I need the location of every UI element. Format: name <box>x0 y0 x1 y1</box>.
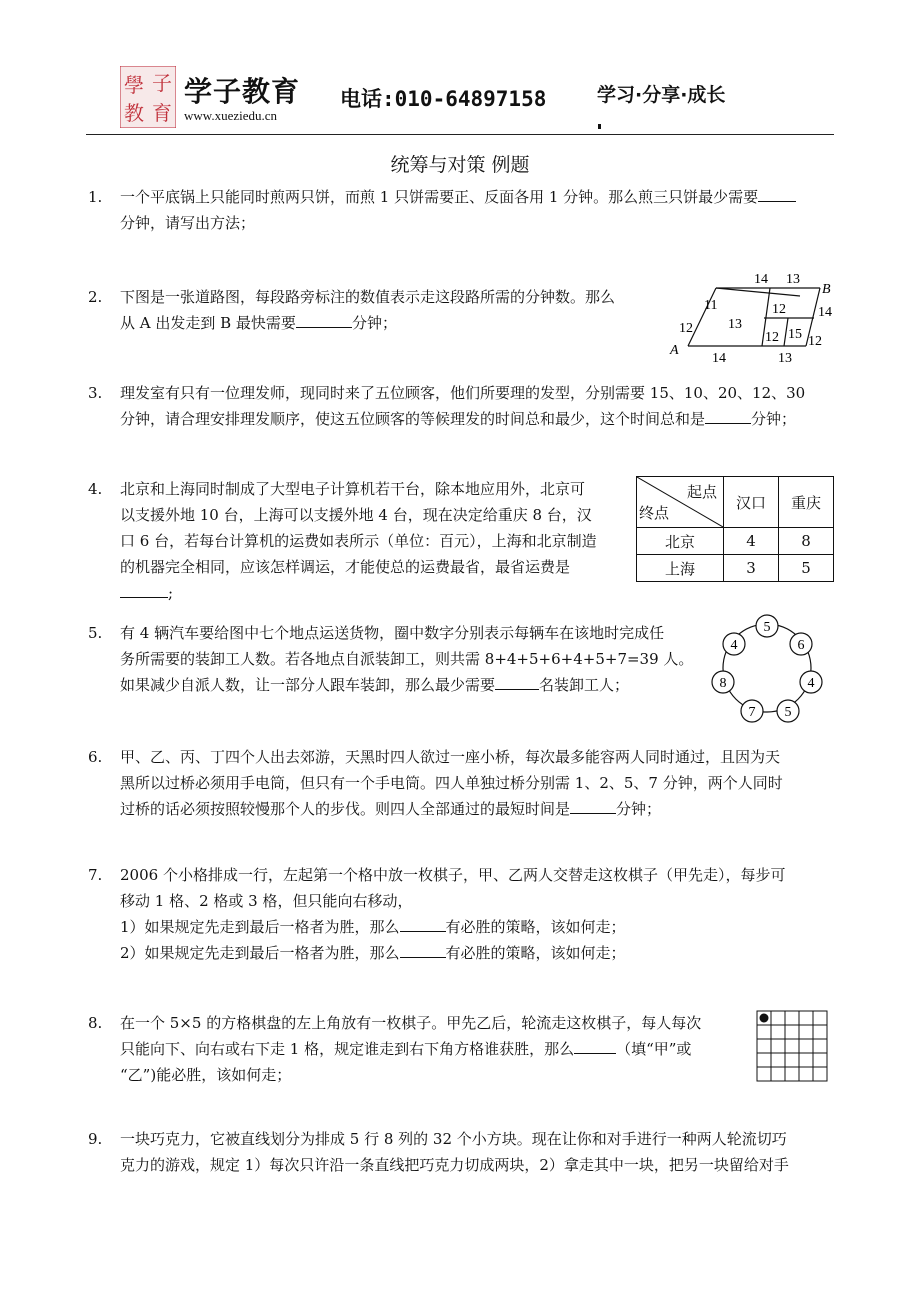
table-corner-cell <box>637 477 724 528</box>
answer-blank[interactable] <box>705 407 751 424</box>
road-label: 14 <box>754 272 768 287</box>
table-row <box>637 528 834 555</box>
table-cell: 4 <box>724 528 779 555</box>
road-label: 12 <box>772 302 786 317</box>
svg-text:教: 教 <box>124 103 144 125</box>
question-number: 4. <box>88 480 103 498</box>
question-3: 理发室有只有一位理发师，现同时来了五位顾客，他们所要理的发型，分别需要 15、10、20、12、30 分钟，请合理安排理发顺序，使这五位顾客的等候理发的时间总和最少，这个时间总和是 分钟； <box>120 384 806 428</box>
website: www.xueziedu.cn <box>184 108 278 123</box>
answer-blank[interactable] <box>570 797 616 814</box>
answer-blank[interactable] <box>400 941 446 958</box>
chess-piece <box>760 1014 769 1023</box>
table-cell: 8 <box>779 528 834 555</box>
table-cell: 5 <box>779 555 834 582</box>
road-label: 13 <box>778 351 792 366</box>
chessboard-diagram <box>756 1010 830 1086</box>
road-label: 12 <box>808 334 822 349</box>
question-number: 6. <box>88 748 103 766</box>
cost-table <box>636 476 834 582</box>
table-col-header: 汉口 <box>724 477 779 528</box>
node-value: 6 <box>797 638 805 653</box>
road-label: 14 <box>818 305 832 320</box>
answer-blank[interactable] <box>758 185 796 202</box>
answer-blank[interactable] <box>120 581 168 598</box>
decorative-dot <box>598 124 601 129</box>
logo <box>120 66 176 128</box>
question-number: 3. <box>88 384 103 402</box>
node-value: 8 <box>719 676 727 691</box>
road-label: 15 <box>788 327 802 342</box>
table-row-header: 上海 <box>637 555 724 582</box>
svg-text:育: 育 <box>152 103 172 125</box>
road-label: 12 <box>679 321 693 336</box>
table-header-destination: 终点 <box>639 504 670 522</box>
road-label: 13 <box>728 317 742 332</box>
question-2: 下图是一张道路图，每段路旁标注的数值表示走这段路所需的分钟数。那么 从 A 出发走到 B 最快需要 分钟； <box>120 288 616 332</box>
table-cell: 3 <box>724 555 779 582</box>
node-value: 5 <box>763 620 771 635</box>
question-number: 2. <box>88 288 103 306</box>
answer-blank[interactable] <box>574 1037 616 1054</box>
answer-blank[interactable] <box>296 311 352 328</box>
node-value: 4 <box>807 676 815 691</box>
table-row-header: 北京 <box>637 528 724 555</box>
svg-text:子: 子 <box>152 73 172 95</box>
question-number: 5. <box>88 624 103 642</box>
slogan: 学习·分享·成长 <box>597 84 726 106</box>
road-label: 12 <box>765 330 779 345</box>
answer-blank[interactable] <box>495 673 539 690</box>
question-1: 一个平底锅上只能同时煎两只饼，而煎 1 只饼需要正、反面各用 1 分钟。那么煎三只饼最少需要 分钟，请写出方法； <box>120 184 840 236</box>
node-value: 7 <box>748 705 756 720</box>
header-divider <box>86 134 834 135</box>
question-8: 在一个 5×5 的方格棋盘的左上角放有一枚棋子。甲先乙后，轮流走这枚棋子，每人每次 只能向下、向右或右下走 1 格，规定谁走到右下角方格谁获胜，那么 （填“甲”或 “乙”)能必胜，该如何走； <box>120 1014 702 1084</box>
question-6: 甲、乙、丙、丁四个人出去郊游，天黑时四人欲过一座小桥，每次最多能容两人同时通过，且因为天 黑所以过桥必须用手电筒，但只有一个手电筒。四人单独过桥分别需 1、2、5、7 分钟，两个人同时 过桥的话必须按照较慢那个人的步伐。则四人全部通过的最短时间是 分钟； <box>120 748 783 818</box>
page-title: 统筹与对策 例题 <box>390 154 530 176</box>
road-map-diagram <box>668 266 838 372</box>
table-header-origin: 起点 <box>686 483 717 501</box>
road-label: 11 <box>704 298 718 313</box>
node-value: 4 <box>730 638 738 653</box>
table-col-header: 重庆 <box>779 477 834 528</box>
point-b-label: B <box>822 282 831 297</box>
road-label: 14 <box>712 351 726 366</box>
table-row <box>637 555 834 582</box>
question-7: 2006 个小格排成一行，左起第一个格中放一枚棋子，甲、乙两人交替走这枚棋子（甲先走），每步可 移动 1 格、2 格或 3 格，但只能向右移动， 1）如果规定先走到最后一格者为胜，那么 有必胜的策略，该如何走； 2）如果规定先走到最后一格者为胜，那么 有必胜的策略，该如何走； <box>120 866 786 962</box>
question-4: 北京和上海同时制成了大型电子计算机若干台，除本地应用外，北京可 以支援外地 10 台，上海可以支援外地 4 台，现在决定给重庆 8 台，汉 口 6 台，若每台计算机的运费如表所示（单位：百元），上海和北京制造 的机器完全相同，应该怎样调运，才能使总的运费最省，最省运费是 ; <box>120 480 597 602</box>
question-number: 8. <box>88 1014 103 1032</box>
question-number: 9. <box>88 1130 103 1148</box>
question-5: 有 4 辆汽车要给图中七个地点运送货物，圈中数字分别表示每辆车在该地时完成任 务所需要的装卸工人数。若各地点自派装卸工，则共需 8+4+5+6+4+5+7=39 人。 如果减少自派人数，让一部分人跟车装卸，那么最少需要 名装卸工人； <box>120 624 694 694</box>
question-number: 1. <box>88 188 103 206</box>
question-number: 7. <box>88 866 103 884</box>
brand-name: 学子教育 <box>184 75 301 108</box>
svg-text:學: 學 <box>124 75 144 97</box>
phone-number: 电话:010-64897158 <box>340 87 547 111</box>
question-9: 一块巧克力，它被直线划分为排成 5 行 8 列的 32 个小方块。现在让你和对手进行一种两人轮流切巧 克力的游戏，规定 1）每次只许沿一条直线把巧克力切成两块，2）拿走其中一块，把另一块留给对手 <box>120 1130 789 1174</box>
circle-diagram <box>704 612 830 728</box>
point-a-label: A <box>670 343 679 358</box>
road-label: 13 <box>786 272 800 287</box>
node-value: 5 <box>784 705 792 720</box>
answer-blank[interactable] <box>400 915 446 932</box>
